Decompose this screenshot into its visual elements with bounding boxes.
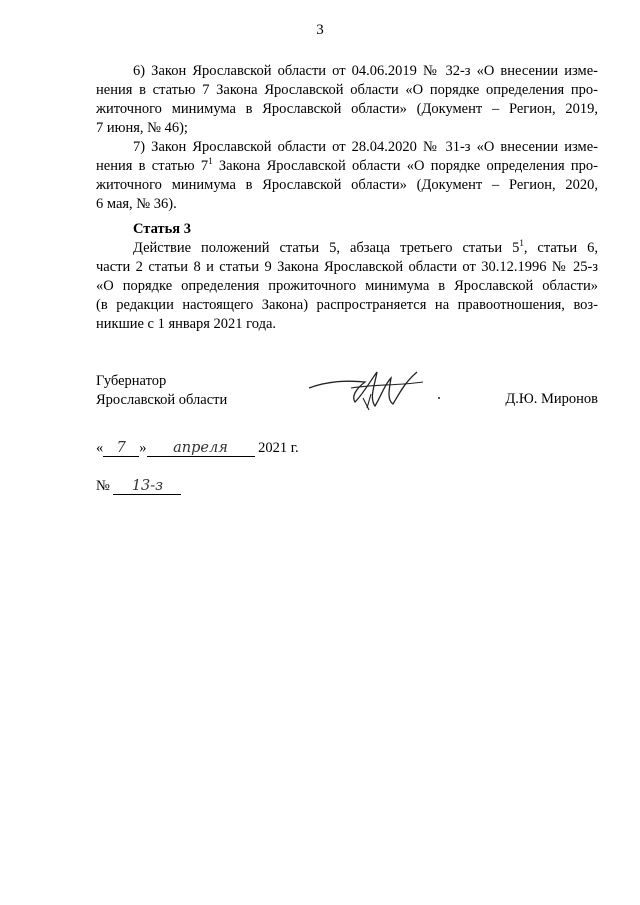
handwritten-signature xyxy=(305,358,465,423)
signing-date: « 7 » апреля 2021 г. xyxy=(96,440,299,456)
document-number-value: 13-з xyxy=(113,478,181,495)
signatory-name: Д.Ю. Миронов xyxy=(505,391,598,407)
article-title: Статья 3 xyxy=(133,221,191,237)
signatory-title-line-2: Ярославской области xyxy=(96,392,228,408)
list-item-6 xyxy=(96,62,598,138)
item-6-line-4: 7 июня, № 46); xyxy=(96,120,188,136)
date-year: 2021 г. xyxy=(258,440,299,456)
item-7-line-2: нения в статью $7^1$ Закона Ярославской области «О порядке определения про- xyxy=(96,156,598,174)
date-day: 7 xyxy=(103,440,139,457)
article-3 xyxy=(96,220,598,334)
list-item-7 xyxy=(96,138,598,214)
item-6-line-1: 6) Закон Ярославской области от 04.06.2019 № 32-з «О внесении изме- xyxy=(133,63,598,79)
article-line-3: «О порядке определения прожиточного минимума в Ярославской области» xyxy=(96,278,598,294)
item-6-line-2: нения в статью 7 Закона Ярославской области «О порядке определения про- xyxy=(96,82,598,98)
item-7-line-1: 7) Закон Ярославской области от 28.04.2020 № 31-з «О внесении изме- xyxy=(133,139,598,155)
signatory-title xyxy=(96,372,227,410)
item-7-line-4: 6 мая, № 36). xyxy=(96,196,177,212)
document-number: № 13-з xyxy=(96,478,181,495)
date-month: апреля xyxy=(147,440,255,457)
item-7-line-3: житочного минимума в Ярославской области» (Документ – Регион, 2020, xyxy=(96,177,598,193)
signatory-title-line-1: Губернатор xyxy=(96,373,167,389)
article-line-4: (в редакции настоящего Закона) распространяется на правоотношения, воз- xyxy=(96,297,598,313)
page-number: 3 xyxy=(316,22,324,38)
article-line-5: никшие с 1 января 2021 года. xyxy=(96,316,277,332)
article-line-1: Действие положений статьи 5, абзаца третьего статьи $5^1$, статьи 6, xyxy=(133,238,598,256)
article-line-2: части 2 статьи 8 и статьи 9 Закона Ярославской области от 30.12.1996 № 25-з xyxy=(96,259,598,275)
item-6-line-3: житочного минимума в Ярославской области» (Документ – Регион, 2019, xyxy=(96,101,598,117)
